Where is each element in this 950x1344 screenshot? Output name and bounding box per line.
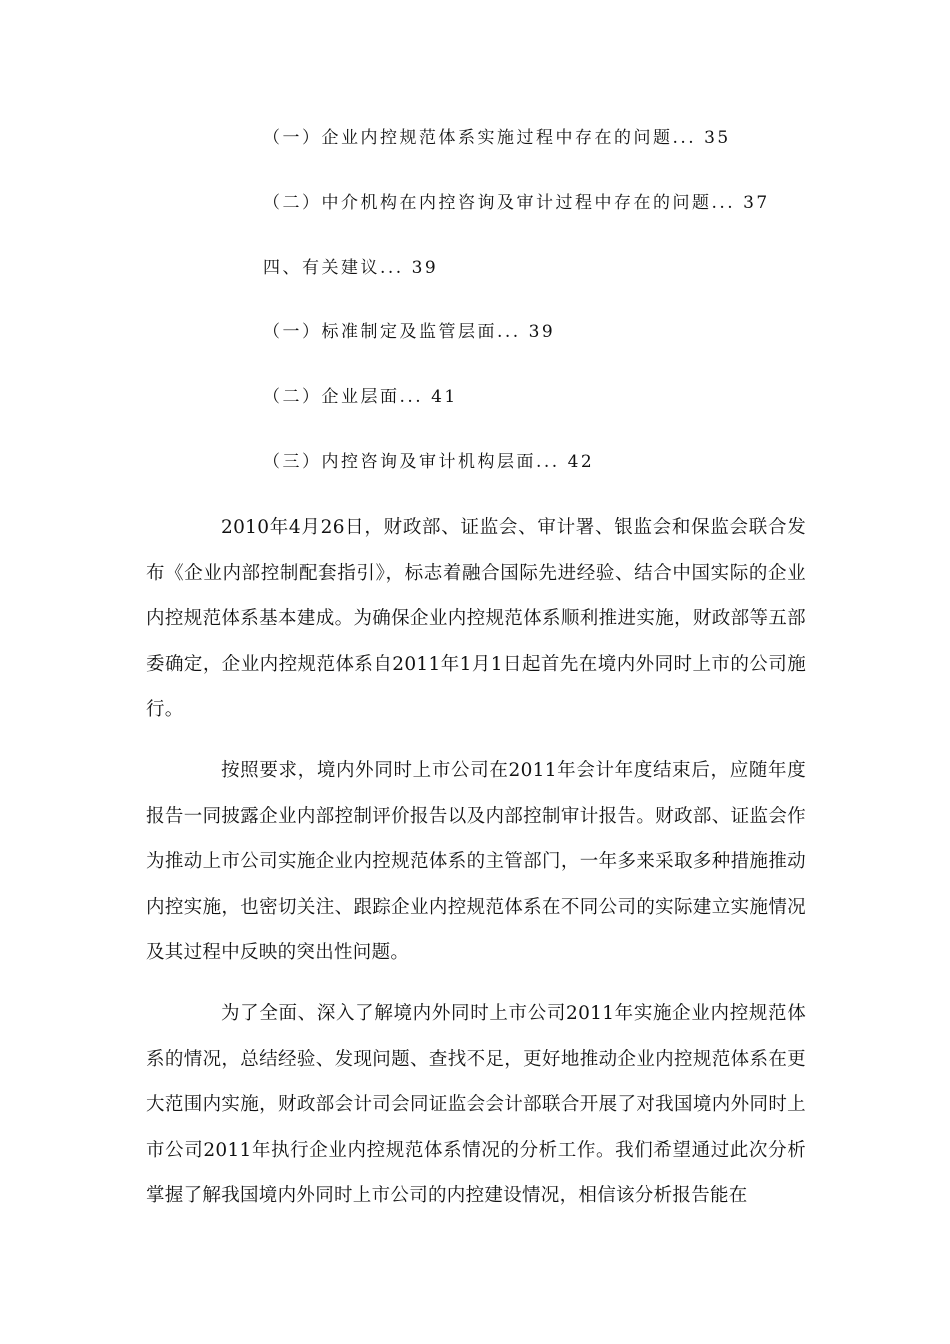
toc-entry-problems-enterprise[interactable]: （一）企业内控规范体系实施过程中存在的问题... 35 [263, 128, 731, 148]
paragraph-requirements: 按照要求，境内外同时上市公司在2011年会计年度结束后，应随年度报告一同披露企业内部控制评价报告以及内部控制审计报告。财政部、证监会作为推动上市公司实施企业内控规范体系的主管部门，一年多来采取多种措施推动内控实施，也密切关注、跟踪企业内控规范体系在不同公司的实际建立实施情况及其过程中反映的突出性问题。 [146, 760, 806, 963]
toc-entry-suggestions[interactable]: 四、有关建议... 39 [263, 258, 439, 278]
toc-entry-standard-regulation[interactable]: （一）标准制定及监管层面... 39 [263, 322, 556, 342]
paragraph-purpose: 为了全面、深入了解境内外同时上市公司2011年实施企业内控规范体系的情况，总结经验、发现问题、查找不足，更好地推动企业内控规范体系在更大范围内实施，财政部会计司会同证监会会计部联合开展了对我国境内外同时上市公司2011年执行企业内控规范体系情况的分析工作。我们希望通过此次分析掌握了解我国境内外同时上市公司的内控建设情况，相信该分析报告能在 [146, 1003, 806, 1206]
toc-entry-problems-intermediary[interactable]: （二）中介机构在内控咨询及审计过程中存在的问题... 37 [263, 193, 770, 213]
toc-entry-audit-institution[interactable]: （三）内控咨询及审计机构层面... 42 [263, 452, 595, 472]
toc-entry-enterprise-level[interactable]: （二）企业层面... 41 [263, 387, 458, 407]
paragraph-background: 2010年4月26日，财政部、证监会、审计署、银监会和保监会联合发布《企业内部控制配套指引》，标志着融合国际先进经验、结合中国实际的企业内控规范体系基本建成。为确保企业内控规范体系顺利推进实施，财政部等五部委确定，企业内控规范体系自2011年1月1日起首先在境内外同时上市的公司施行。 [146, 517, 806, 720]
